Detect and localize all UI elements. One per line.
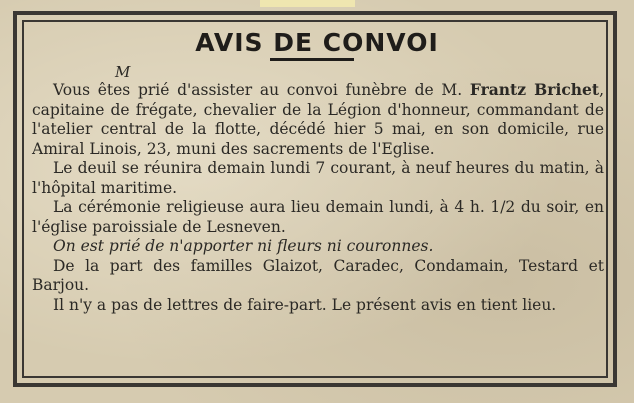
- notice-title: [0, 28, 634, 57]
- deceased-name: Frantz Brichet: [469, 80, 600, 99]
- paragraph-no-letters: Il n'y a pas de lettres de faire-part. Le présent avis en tient lieu.: [53, 295, 557, 314]
- invitation-text-after: , capitaine de frégate, chevalier de la Légion d'honneur, commandant de l'atelier central de la flotte, décédé hier 5 mai, en son domicile, rue Amiral Linois, 23, muni des sacrements de l'Eglise.: [32, 81, 604, 158]
- title-underline: [270, 58, 354, 61]
- paragraph-invitation: [32, 80, 604, 159]
- paragraph-no-flowers: On est prié de n'apporter ni fleurs ni couronnes.: [53, 237, 434, 255]
- notice-body: [32, 80, 604, 315]
- tape-strip: [260, 0, 355, 7]
- invitation-text-before: Vous êtes prié d'assister au convoi funèbre de M.: [53, 81, 470, 99]
- stray-handwritten-mark: M: [115, 63, 131, 81]
- paragraph-families: De la part des familles Glaizot, Caradec, Condamain, Testard et Barjou.: [32, 256, 604, 294]
- paragraph-ceremony: La cérémonie religieuse aura lieu demain lundi, à 4 h. 1/2 du soir, en l'église paroissiale de Lesneven.: [32, 198, 604, 236]
- notice-title-text: AVIS DE CONVOI: [195, 28, 439, 57]
- paragraph-mourning: Le deuil se réunira demain lundi 7 courant, à neuf heures du matin, à l'hôpital maritime.: [32, 159, 604, 197]
